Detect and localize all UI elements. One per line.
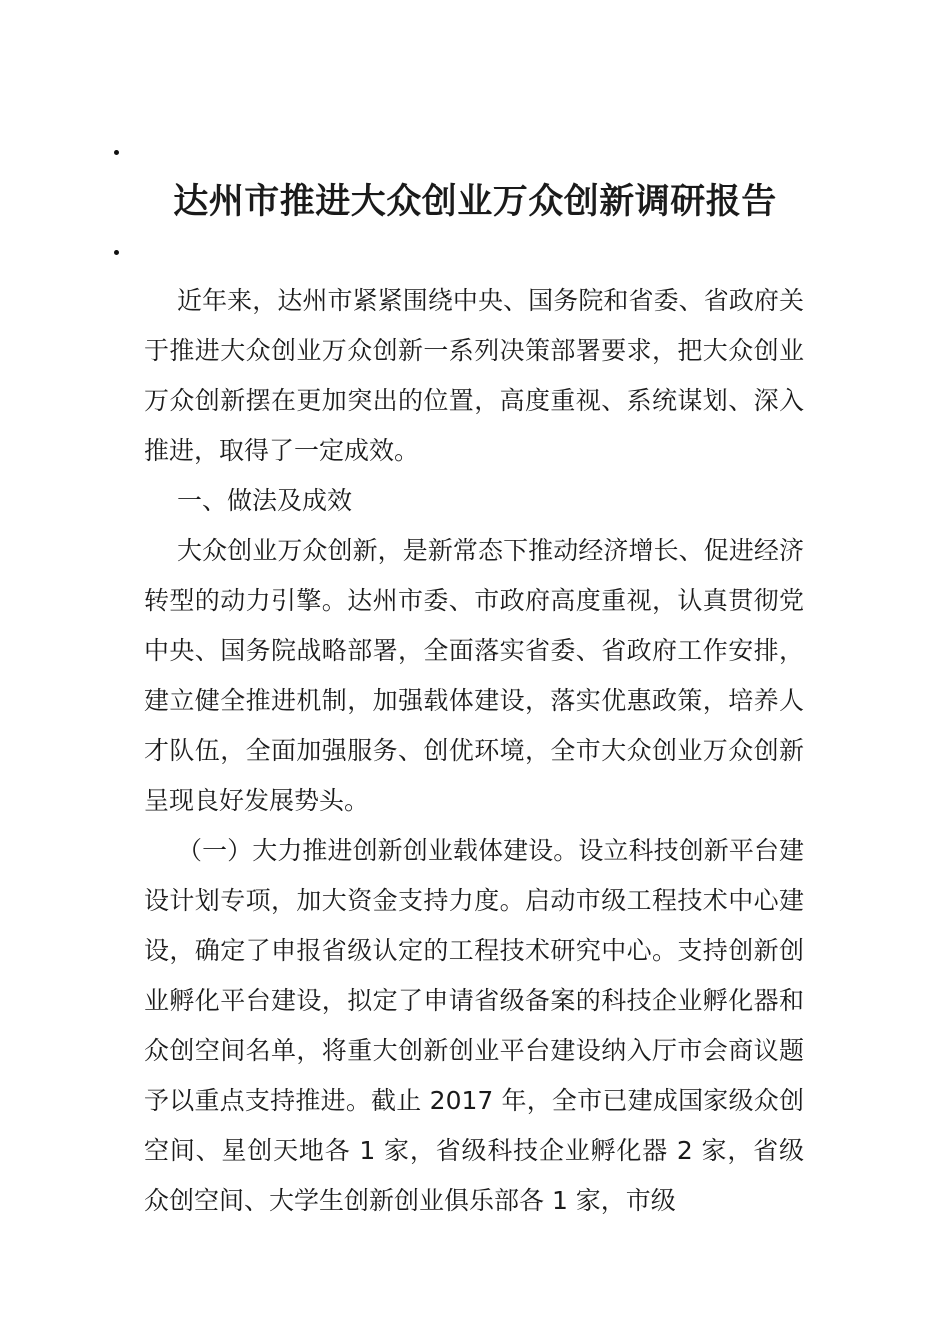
document-body [144,276,804,1226]
paragraph-overview: 大众创业万众创新，是新常态下推动经济增长、促进经济转型的动力引擎。达州市委、市政府高度重视，认真贯彻党中央、国务院战略部署，全面落实省委、省政府工作安排，建立健全推进机制，加强载体建设，落实优惠政策，培养人才队伍，全面加强服务、创优环境，全市大众创业万众创新呈现良好发展势头。 [144,536,804,815]
bullet-marker [114,250,119,255]
bullet-marker [114,150,119,155]
paragraph-subsection-1: （一）大力推进创新创业载体建设。设立科技创新平台建设计划专项，加大资金支持力度。启动市级工程技术中心建设，确定了申报省级认定的工程技术研究中心。支持创新创业孵化平台建设，拟定了申请省级备案的科技企业孵化器和众创空间名单，将重大创新创业平台建设纳入厅市会商议题予以重点支持推进。截止 2017 年，全市已建成国家级众创空间、星创天地各 1 家，省级科技企业孵化器 2 家，省级众创空间、大学生创新创业俱乐部各 1 家，市级 [144,836,804,1215]
section-heading: 一、做法及成效 [177,486,353,515]
document-title: 达州市推进大众创业万众创新调研报告 [173,181,777,222]
paragraph-intro: 近年来，达州市紧紧围绕中央、国务院和省委、省政府关于推进大众创业万众创新一系列决策部署要求，把大众创业万众创新摆在更加突出的位置，高度重视、系统谋划、深入推进，取得了一定成效。 [144,286,804,465]
